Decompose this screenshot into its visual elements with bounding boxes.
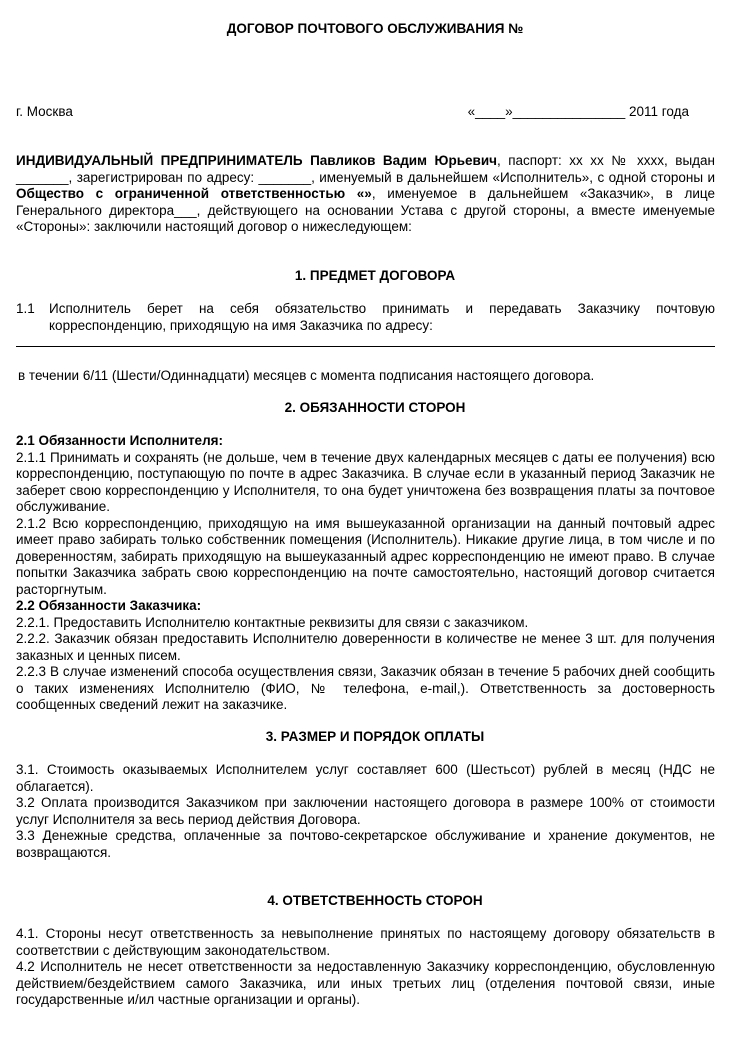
section-2-body — [16, 433, 715, 714]
section-3-body — [16, 762, 715, 861]
intro-paragraph — [16, 153, 715, 236]
clause-4-2: 4.2 Исполнитель не несет ответственности за недоставленную Заказчику корреспонденцию, обусловленную действием/бездействием самого Заказчика, или иных третьих лиц (отделения почтовой связи, иные государственные и/ил частные организации и органы). — [16, 959, 715, 1007]
clause-2-1-1: 2.1.1 Принимать и сохранять (не дольше, чем в течение двух календарных месяцев с даты ее получения) всю корреспонденцию, поступающую по почте в адрес Заказчика. В случае если в указанный период Заказчик не заберет свою корреспонденцию у Исполнителя, то она будет уничтожена без возвращения платы за почтовое обслуживание. — [16, 449, 715, 514]
clause-2-2-3: 2.2.3 В случае изменений способа осуществления связи, Заказчик обязан в течение 5 рабочих дней сообщить о таких изменениях Исполнителю (ФИО, № телефона, e-mail,). Ответственность за достоверность сообщенных сведений лежит на заказчике. — [16, 664, 715, 712]
term-paragraph: в течении 6/11 (Шести/Одиннадцати) месяцев с момента подписания настоящего договора. — [18, 368, 595, 383]
date-text: «____»_______________ 2011 года — [467, 104, 689, 119]
place-text: г. Москва — [16, 104, 73, 119]
section-1-title: 1. ПРЕДМЕТ ДОГОВОРА — [294, 268, 456, 283]
section-4-body — [16, 926, 715, 1009]
section-2-title: 2. ОБЯЗАННОСТИ СТОРОН — [284, 400, 466, 415]
clause-4-1: 4.1. Стороны несут ответственность за невыполнение принятых по настоящему договору обязательств в соответствии с действующим законодательством. — [16, 926, 715, 958]
executor-duties-heading: 2.1 Обязанности Исполнителя: — [16, 433, 224, 448]
clause-1-1-number: 1.1 — [16, 301, 35, 316]
clause-2-2-1: 2.2.1. Предоставить Исполнителю контактные реквизиты для связи с заказчиком. — [16, 614, 529, 630]
clause-2-1-2: 2.1.2 Всю корреспонденцию, приходящую на имя вышеуказанной организации на данный почтовый адрес имеет право забирать только собственник помещения (Исполнитель). Никакие другие лица, в том числе и по доверенностям, забирать приходящую на вышеуказанный адрес корреспонденцию не имеют право. В случае попытки Заказчика забрать свою корреспонденцию на почте самостоятельно, настоящий договор считается расторгнутым. — [16, 515, 715, 597]
clause-1-1 — [16, 301, 715, 334]
customer-duties-heading: 2.2 Обязанности Заказчика: — [16, 598, 202, 613]
customer-name: Общество с ограниченной ответственностью «» — [16, 186, 372, 201]
intro-text-1: , паспорт: хх хх № хххх, выдан _______, зарегистрирован по адресу: _______, именуемый в дальнейшем «Исполнитель», с одной стороны и — [16, 153, 715, 185]
clause-3-2: 3.2 Оплата производится Заказчиком при заключении настоящего договора в размере 100% от стоимости услуг Исполнителя за весь период действия Договора. — [16, 795, 715, 827]
clause-3-3: 3.3 Денежные средства, оплаченные за почтово-секретарское обслуживание и хранение документов, не возвращаются. — [16, 828, 715, 860]
clause-1-1-text: Исполнитель берет на себя обязательство принимать и передавать Заказчику почтовую корреспонденцию, приходящую на имя Заказчика по адресу: — [49, 301, 715, 333]
intro-text-2: , именуемое в дальнейшем «Заказчик», в лице Генерального директора___, действующего на основании Устава с другой стороны, а вместе именуемые «Стороны»: заключили настоящий договор о нижеследующем: — [16, 186, 715, 234]
section-3-title: 3. РАЗМЕР И ПОРЯДОК ОПЛАТЫ — [265, 729, 485, 744]
clause-2-2-2: 2.2.2. Заказчик обязан предоставить Исполнителю доверенности в количестве не менее 3 шт. для получения заказных и ценных писем. — [16, 631, 715, 663]
clause-3-1: 3.1. Стоимость оказываемых Исполнителем услуг составляет 600 (Шестьсот) рублей в месяц (НДС не облагается). — [16, 762, 715, 794]
document-title: ДОГОВОР ПОЧТОВОГО ОБСЛУЖИВАНИЯ № — [226, 21, 524, 36]
address-blank-line — [16, 346, 715, 347]
executor-name: ИНДИВИДУАЛЬНЫЙ ПРЕДПРИНИМАТЕЛЬ Павликов Вадим Юрьевич — [16, 153, 497, 168]
section-4-title: 4. ОТВЕТСТВЕННОСТЬ СТОРОН — [267, 893, 483, 908]
